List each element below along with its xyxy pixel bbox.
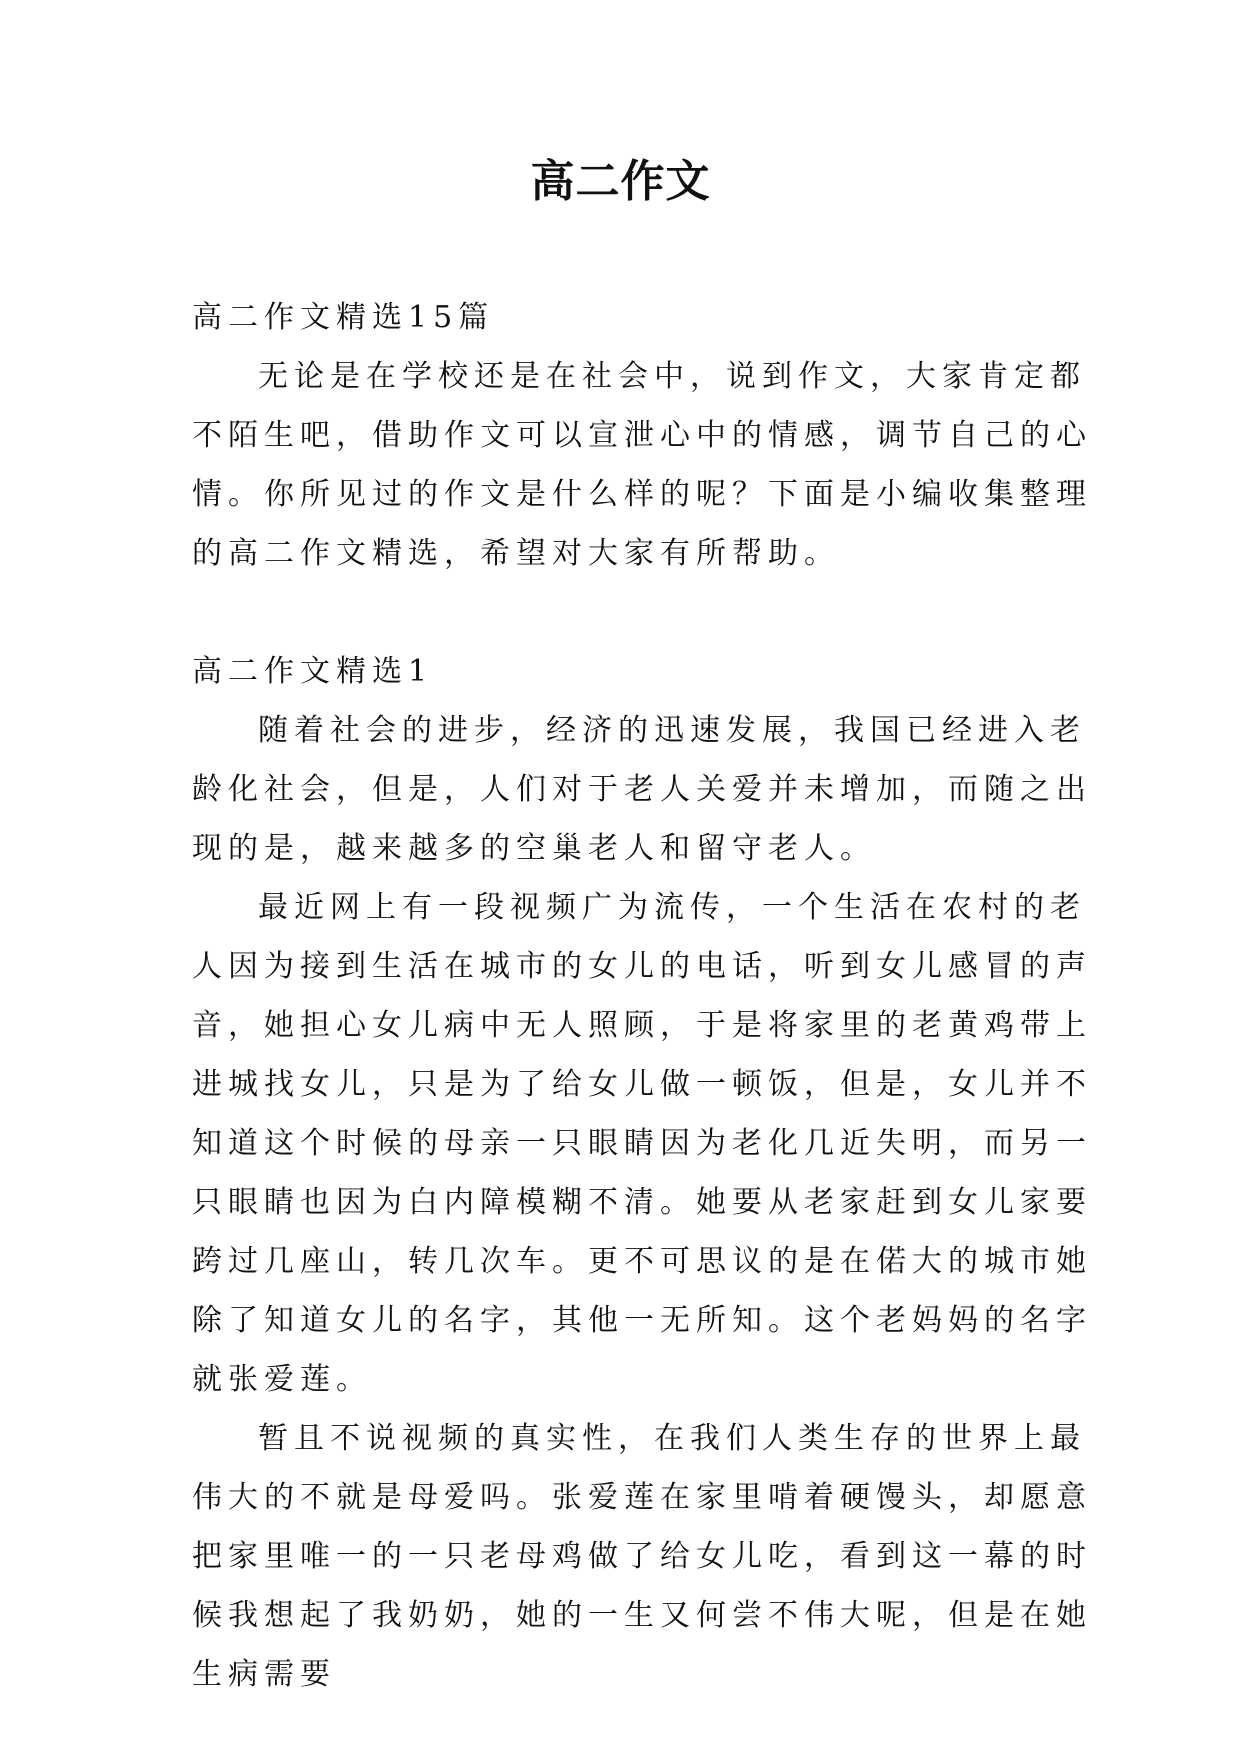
section-1-heading: 高二作文精选1 bbox=[192, 654, 434, 689]
section-1-paragraph-2: 最近网上有一段视频广为流传，一个生活在农村的老人因为接到生活在城市的女儿的电话，听到女儿感冒的声音，她担心女儿病中无人照顾，于是将家里的老黄鸡带上进城找女儿，只是为了给女儿做一顿饭，但是，女儿并不知道这个时候的母亲一只眼睛因为老化几近失明，而另一只眼睛也因为白内障模糊不清。她要从老家赶到女儿家要跨过几座山，转几次车。更不可思议的是在偌大的城市她除了知道女儿的名字，其他一无所知。这个老妈妈的名字就张爱莲。 bbox=[192, 890, 1092, 1397]
section-1-paragraph-1: 随着社会的进步，经济的迅速发展，我国已经进入老龄化社会，但是，人们对于老人关爱并未增加，而随之出现的是，越来越多的空巢老人和留守老人。 bbox=[192, 713, 1092, 866]
section-spacer bbox=[192, 583, 1092, 642]
document-title: 高二作文 bbox=[530, 156, 711, 207]
intro-heading: 高二作文精选15篇 bbox=[192, 300, 495, 335]
intro-paragraph: 无论是在学校还是在社会中，说到作文，大家肯定都不陌生吧，借助作文可以宣泄心中的情感，调节自己的心情。你所见过的作文是什么样的呢？下面是小编收集整理的高二作文精选，希望对大家有所帮助。 bbox=[192, 359, 1092, 571]
section-1-paragraph-3: 暂且不说视频的真实性，在我们人类生存的世界上最伟大的不就是母爱吗。张爱莲在家里啃着硬馒头，却愿意把家里唯一的一只老母鸡做了给女儿吃，看到这一幕的时候我想起了我奶奶，她的一生又何尝不伟大呢，但是在她生病需要 bbox=[192, 1421, 1092, 1692]
document-body bbox=[192, 288, 1092, 1704]
